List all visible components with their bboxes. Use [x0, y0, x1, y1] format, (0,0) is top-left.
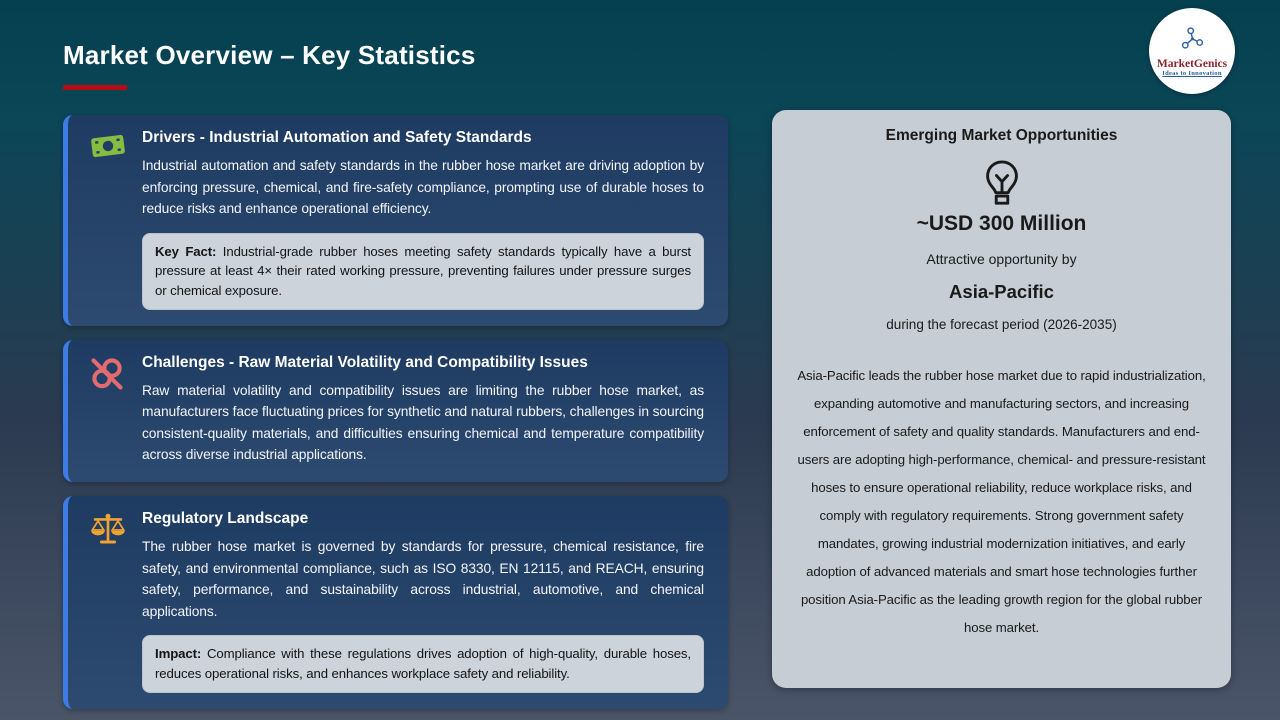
opportunity-value: ~USD 300 Million [916, 212, 1087, 235]
marketgenics-logo [1149, 8, 1235, 94]
broken-link-icon [89, 354, 127, 466]
card-challenges-content [142, 354, 704, 466]
opportunity-region: Asia-Pacific [949, 281, 1054, 302]
logo-name: MarketGenics [1156, 57, 1228, 70]
card-regulatory-body: The rubber hose market is governed by standards for pressure, chemical resistance, fire safety, and environmental compliance, such as ISO 8330, EN 12115, and REACH, ensuring safety, performance, and sustainability across industrial, automotive, and chemical applications. [142, 539, 704, 619]
card-drivers-body: Industrial automation and safety standards in the rubber hose market are driving adoption by enforcing pressure, chemical, and fire-safety compliance, prompting use of durable hoses to reduce risks and enhance operational efficiency. [142, 158, 704, 217]
card-drivers-title: Drivers - Industrial Automation and Safety Standards [142, 129, 532, 146]
opportunity-period: during the forecast period (2026-2035) [886, 317, 1117, 332]
card-regulatory-title: Regulatory Landscape [142, 510, 309, 527]
card-drivers-content [142, 129, 704, 310]
key-fact-text: Industrial-grade rubber hoses meeting safety standards typically have a burst pressure at least 4× their rated working pressure, preventing failures under pressure surges or chemical exposure. [155, 243, 691, 299]
impact-callout [142, 635, 704, 693]
key-fact-label: Key Fact: [155, 243, 217, 259]
lightbulb-icon [796, 159, 1207, 209]
card-challenges-body: Raw material volatility and compatibility issues are limiting the rubber hose market, as manufacturers face fluctuating prices for synthetic and natural rubbers, challenges in sourcing consistent-quality materials, and difficulties ensuring chemical and temperature compatibility across diverse industrial applications. [142, 382, 704, 463]
opportunity-subtitle: Attractive opportunity by [926, 251, 1077, 267]
logo-tagline: Ideas to Innovation [1162, 70, 1222, 78]
key-fact-callout [142, 233, 704, 310]
opportunity-description: Asia-Pacific leads the rubber hose market due to rapid industrialization, expanding automotive and manufacturing sectors, and increasing enforcement of safety and quality standards. Manufacturers and end-users are adopting high-performance, chemical- and pressure-resistant hoses to ensure operational reliability, reduce workplace risks, and comply with regulatory requirements. Strong government safety mandates, growing industrial modernization initiatives, and early adoption of advanced materials and smart hose technologies further position Asia-Pacific as the leading growth region for the global rubber hose market. [797, 368, 1206, 635]
impact-text: Compliance with these regulations drives adoption of high-quality, durable hoses, reduces operational risks, and enhances workplace safety and reliability. [155, 646, 691, 681]
impact-label: Impact: [155, 646, 202, 662]
molecule-icon [1179, 25, 1206, 56]
card-challenges [63, 340, 728, 482]
card-drivers [63, 115, 728, 326]
card-regulatory-content [142, 510, 704, 693]
money-icon [89, 129, 127, 310]
opportunity-panel [772, 110, 1231, 688]
card-regulatory [63, 496, 728, 709]
key-statistics-cards [63, 115, 728, 723]
scales-icon [89, 510, 127, 693]
opportunity-panel-title: Emerging Market Opportunities [885, 127, 1118, 144]
title-underline [63, 85, 127, 90]
page-title: Market Overview – Key Statistics [63, 40, 476, 70]
card-challenges-title: Challenges - Raw Material Volatility and Compatibility Issues [142, 353, 588, 371]
